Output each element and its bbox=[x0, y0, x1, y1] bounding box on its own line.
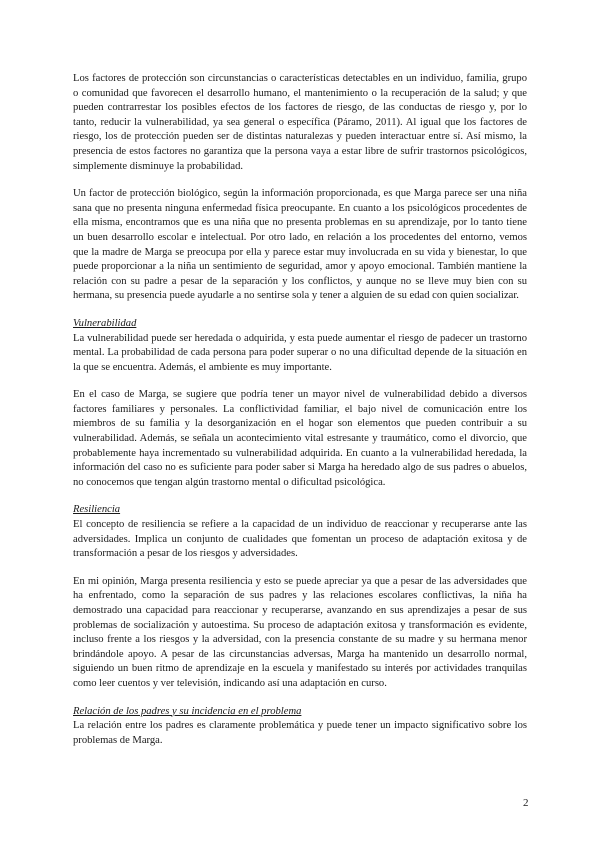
heading-vulnerabilidad: Vulnerabilidad bbox=[73, 317, 137, 329]
paragraph-vulnerability-definition: La vulnerabilidad puede ser heredada o adquirida, y esta puede aumentar el riesgo de padecer un trastorno mental. La probabilidad de cada persona para poder superar o no una dificultad depende de la situación en la que se encuentra. Además, el ambiente es muy importante. bbox=[73, 332, 527, 373]
paragraph-resilience-opinion: En mi opinión, Marga presenta resiliencia y esto se puede apreciar ya que a pesar de las adversidades que ha enfrentado, como la separación de sus padres y las relaciones escolares conflictivas, la niña ha demostrado una capacidad para reaccionar y recuperarse, avanzando en sus aprendizajes a pesar de sus problemas de socialización y autoestima. Su proceso de adaptación exitosa y transformación es evidente, incluso frente a los riesgos y la adversidad, con la presencia constante de su madre y su hermana menor brindándole apoyo. A pesar de las circunstancias adversas, Marga ha mantenido un desarrollo normal, siguiendo un buen ritmo de aprendizaje en la escuela y manifestado su interés por actividades tranquilas como leer cuentos y ver televisión, indicando así una adaptación en curso. bbox=[73, 575, 527, 689]
paragraph-vulnerability-case: En el caso de Marga, se sugiere que podría tener un mayor nivel de vulnerabilidad debido a diversos factores familiares y personales. La conflictividad familiar, el bajo nivel de comunicación entre los miembros de su familia y la desorganización en el hogar son elementos que pueden contribuir a su vulnerabilidad. Además, se señala un acontecimiento vital estresante y traumático, como el divorcio, que probablemente haya incrementado su vulnerabilidad adquirida. En cuanto a la vulnerabilidad heredada, la información del caso no es suficiente para poder saber si Marga ha heredado algo de sus padres o abuelos, no conocemos que tengan algún trastorno mental o dificultad psicológica. bbox=[73, 389, 527, 488]
page-content bbox=[73, 72, 527, 748]
paragraph-parents-relation: La relación entre los padres es claramente problemática y puede tener un impacto significativo sobre los problemas de Marga. bbox=[73, 720, 527, 746]
heading-parents-relation: Relación de los padres y su incidencia en el problema bbox=[73, 705, 302, 717]
paragraph-biological-factor: Un factor de protección biológico, según la información proporcionada, es que Marga parece ser una niña sana que no presenta ninguna enfermedad física preocupante. En cuanto a los psicológicos procedentes de ella misma, encontramos que es una niña que no presenta problemas en su aprendizaje, por lo tanto tiene un buen desarrollo escolar e intelectual. Por otro lado, en relación a los procedentes del entorno, vemos que la madre de Marga se preocupa por ella y parece estar muy involucrada en su vida y bienestar, lo que puede proporcionar a la niña un sentimiento de seguridad, amor y apoyo emocional. También mantiene la relación con su padre a pesar de la separación y los conflictos, y aunque no se lleve muy bien con su hermana, su presencia puede ayudarle a no sentirse sola y tener a alguien de su edad con quien socializar. bbox=[73, 188, 527, 302]
paragraph-resilience-definition: El concepto de resiliencia se refiere a la capacidad de un individuo de reaccionar y recuperarse ante las adversidades. Implica un conjunto de cualidades que fomentan un proceso de adaptación exitosa y de transformación a pesar de los riesgos y adversidades. bbox=[73, 519, 527, 560]
heading-resiliencia: Resiliencia bbox=[73, 504, 121, 516]
page-number: 2 bbox=[523, 797, 529, 809]
paragraph-protective-factors: Los factores de protección son circunstancias o características detectables en un individuo, familia, grupo o comunidad que favorecen el desarrollo humano, el mantenimiento o la recuperación de la salud; y que pueden contrarrestar los posibles efectos de los factores de riesgo, de las conductas de riesgo y, por lo tanto, reducir la vulnerabilidad, ya sea general o específica (Páramo, 2011). Al igual que los factores de riesgo, los de protección pueden ser de distintas naturalezas y pueden interactuar entre sí. Así mismo, la presencia de estos factores no garantiza que la persona vaya a estar libre de sufrir trastornos psicológicos, simplemente disminuye la probabilidad. bbox=[73, 73, 527, 172]
